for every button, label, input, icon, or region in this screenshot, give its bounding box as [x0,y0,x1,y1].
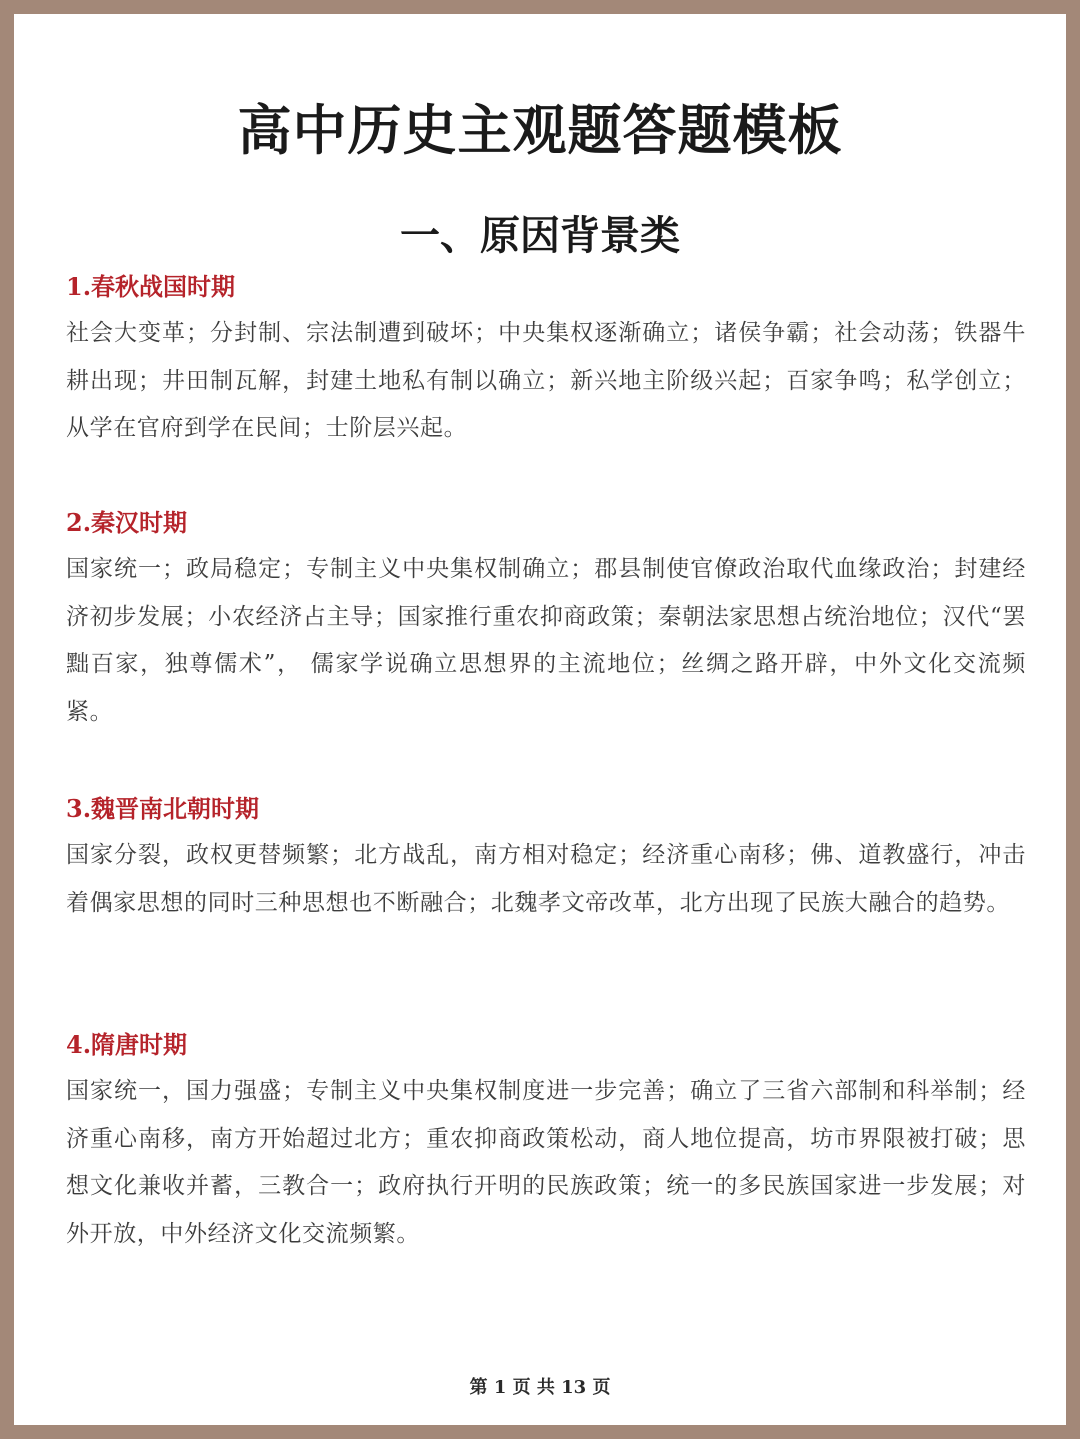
period-title: 2.秦汉时期 [66,508,188,537]
period-title: 1.春秋战国时期 [66,272,236,301]
period-block-sui-tang [66,1028,1026,1258]
document-title: 高中历史主观题答题模板 [237,98,843,162]
period-body: 国家统一；政局稳定；专制主义中央集权制确立；郡县制使官僚政治取代血缘政治；封建经济初步发展；小农经济占主导；国家推行重农抑商政策；秦朝法家思想占统治地位；汉代“罢黜百家，独尊儒术”， 儒家学说确立思想界的主流地位；丝绸之路开辟，中外文化交流频紧。 [66,556,1026,725]
period-body: 国家统一，国力强盛；专制主义中央集权制度进一步完善；确立了三省六部制和科举制；经济重心南移，南方开始超过北方；重农抑商政策松动，商人地位提高，坊市界限被打破；思想文化兼收并蓄，三教合一；政府执行开明的民族政策；统一的多民族国家进一步发展；对外开放，中外经济文化交流频繁。 [66,1078,1026,1247]
period-title: 4.隋唐时期 [66,1030,188,1059]
period-block-qin-han [66,506,1026,736]
period-block-spring-autumn [66,270,1026,453]
period-body: 国家分裂，政权更替频繁；北方战乱，南方相对稳定；经济重心南移；佛、道教盛行，冲击着偶家思想的同时三种思想也不断融合；北魏孝文帝改革，北方出现了民族大融合的趋势。 [66,842,1026,916]
document-page [14,14,1066,1425]
period-block-wei-jin [66,792,1026,927]
page-number-footer: 第 1 页 共 13 页 [469,1377,611,1398]
section-heading: 一、原因背景类 [400,212,680,259]
period-title: 3.魏晋南北朝时期 [66,794,260,823]
period-body: 社会大变革；分封制、宗法制遭到破坏；中央集权逐渐确立；诸侯争霸；社会动荡；铁器牛耕出现；井田制瓦解，封建土地私有制以确立；新兴地主阶级兴起；百家争鸣；私学创立；从学在官府到学在民间；士阶层兴起。 [66,320,1026,441]
